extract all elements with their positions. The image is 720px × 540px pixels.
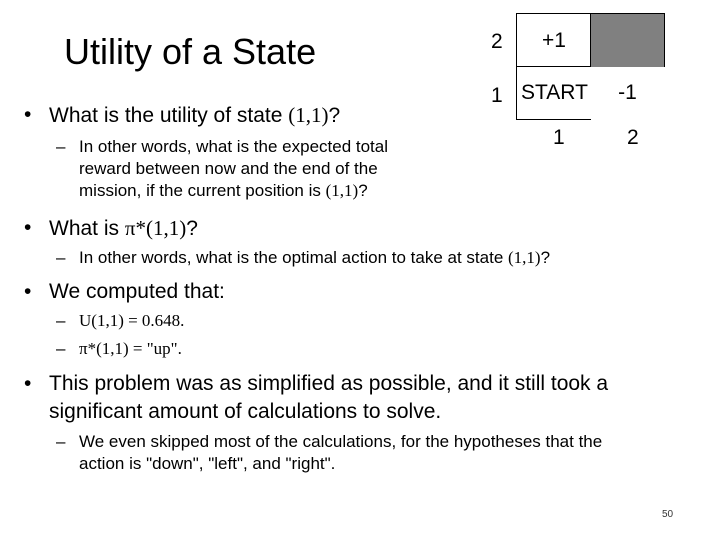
col-label-2: 2 — [627, 126, 639, 149]
page-number: 50 — [662, 509, 674, 520]
grid-cell-2-2-blocked — [590, 13, 665, 67]
row-label-1: 1 — [491, 84, 503, 107]
grid-cell-1-2: +1 — [516, 13, 591, 67]
grid — [516, 13, 665, 120]
grid-cell-2-1: -1 — [618, 81, 637, 104]
grid-cell-1-1: START — [516, 66, 591, 120]
slide-title: Utility of a State — [64, 31, 317, 72]
row-label-2: 2 — [491, 30, 503, 53]
col-label-1: 1 — [553, 126, 565, 149]
